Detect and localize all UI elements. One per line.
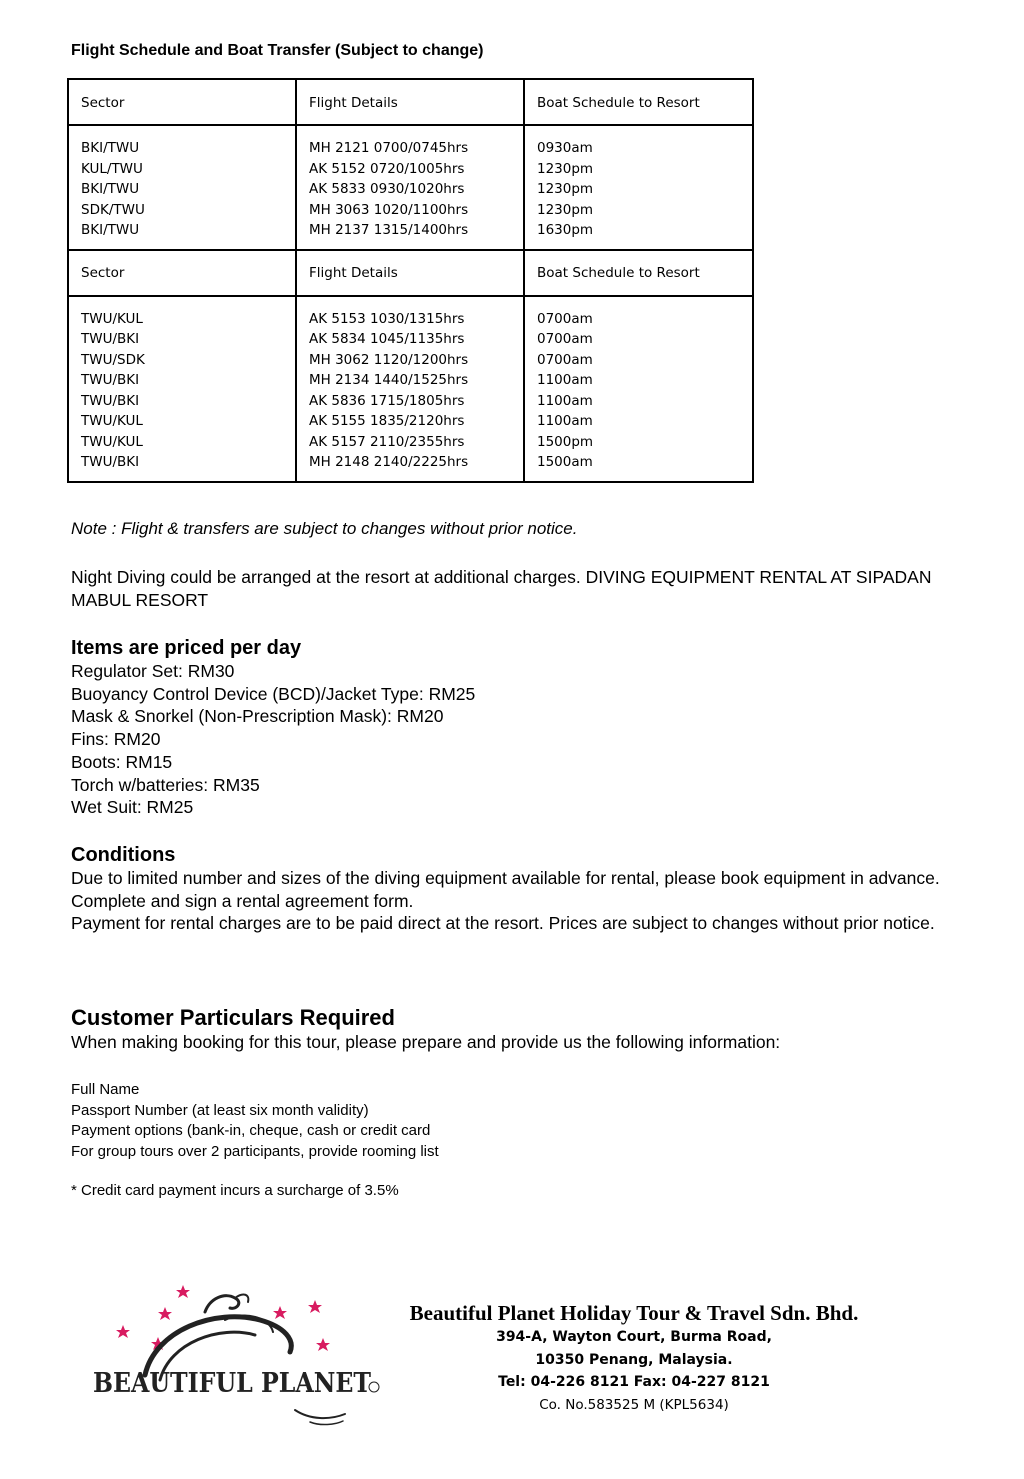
conditions-heading: Conditions xyxy=(71,844,176,866)
table-cell: MH 2148 2140/2225hrs xyxy=(309,454,469,470)
schedule-title: Flight Schedule and Boat Transfer (Subject to change) xyxy=(71,42,484,59)
table-cell: AK 5833 0930/1020hrs xyxy=(309,181,465,197)
arrivals-rows xyxy=(68,125,753,250)
table-cell: 0700am xyxy=(537,310,593,327)
table-cell: BKI/TWU xyxy=(81,140,140,156)
departure-sectors xyxy=(68,296,296,482)
arrival-flights xyxy=(296,125,524,250)
arrival-boat-times xyxy=(524,125,753,250)
customer-particulars-section xyxy=(71,1005,971,1054)
table-cell: MH 2121 0700/0745hrs xyxy=(309,140,469,156)
condition-line: Due to limited number and sizes of the diving equipment available for rental, please book equipment in advance. xyxy=(71,868,940,888)
table-cell: TWU/SDK xyxy=(81,351,145,368)
condition-line: Complete and sign a rental agreement form. xyxy=(71,890,414,911)
table-cell: BKI/TWU xyxy=(81,181,140,197)
table-cell: 1500pm xyxy=(537,433,594,450)
table-cell: TWU/KUL xyxy=(81,413,143,429)
table-cell: 0930am xyxy=(537,140,593,156)
table-cell: BKI/TWU xyxy=(81,222,140,238)
header-flight-details: Flight Details xyxy=(296,79,524,125)
customer-intro: When making booking for this tour, please prepare and provide us the following information: xyxy=(71,1032,781,1052)
table-cell: AK 5153 1030/1315hrs xyxy=(309,310,465,327)
list-item: Regulator Set: RM30 xyxy=(71,661,235,681)
customer-heading: Customer Particulars Required xyxy=(71,1005,395,1030)
star-icon xyxy=(273,1306,287,1319)
star-icon xyxy=(158,1307,172,1320)
night-diving-paragraph: Night Diving could be arranged at the resort at additional charges. DIVING EQUIPMENT RENTAL AT SIPADAN MABUL RESORT xyxy=(71,567,932,610)
table-cell: AK 5157 2110/2355hrs xyxy=(309,433,465,450)
departure-flights xyxy=(296,296,524,482)
list-item: For group tours over 2 participants, provide rooming list xyxy=(71,1142,439,1160)
table-cell: 1100am xyxy=(537,413,593,429)
list-item: Wet Suit: RM25 xyxy=(71,797,194,818)
table-cell: AK 5155 1835/2120hrs xyxy=(309,413,465,429)
header-boat-schedule: Boat Schedule to Resort xyxy=(524,79,753,125)
company-contact: Tel: 04-226 8121 Fax: 04-227 8121 xyxy=(498,1374,770,1390)
list-item: Torch w/batteries: RM35 xyxy=(71,774,260,795)
table-cell: TWU/BKI xyxy=(81,392,140,409)
list-item: Mask & Snorkel (Non-Prescription Mask): RM20 xyxy=(71,706,444,727)
star-icon xyxy=(176,1285,190,1298)
table-cell: 1100am xyxy=(537,392,593,409)
company-info xyxy=(380,1300,888,1416)
star-icon xyxy=(116,1325,130,1338)
table-cell: 1230pm xyxy=(537,160,594,177)
header-sector: Sector xyxy=(68,79,296,125)
customer-particulars-list xyxy=(71,1080,439,1162)
beautiful-planet-logo xyxy=(85,1280,385,1430)
flight-schedule-table xyxy=(67,78,754,483)
list-item: Buoyancy Control Device (BCD)/Jacket Type: RM25 xyxy=(71,683,476,704)
table-cell: 1230pm xyxy=(537,201,594,218)
table-header-row xyxy=(68,79,753,125)
table-cell: AK 5834 1045/1135hrs xyxy=(309,331,465,347)
conditions-section xyxy=(71,843,941,935)
table-cell: TWU/BKI xyxy=(81,454,140,470)
table-cell: 0700am xyxy=(537,331,593,347)
company-name: Beautiful Planet Holiday Tour & Travel Sdn. Bhd. xyxy=(409,1301,859,1325)
surcharge-note: * Credit card payment incurs a surcharge of 3.5% xyxy=(71,1182,399,1199)
table-cell: 0700am xyxy=(537,351,593,368)
table-cell: AK 5836 1715/1805hrs xyxy=(309,392,465,409)
table-cell: 1230pm xyxy=(537,181,594,197)
departures-rows xyxy=(68,296,753,482)
list-item: Fins: RM20 xyxy=(71,729,161,750)
condition-line: Payment for rental charges are to be paid direct at the resort. Prices are subject to changes without prior notice. xyxy=(71,913,935,934)
table-cell: 1100am xyxy=(537,372,593,388)
list-item: Full Name xyxy=(71,1081,140,1098)
table-cell: 1630pm xyxy=(537,222,594,238)
logo-wordmark: BEAUTIFUL PLANET xyxy=(93,1368,371,1399)
schedule-note: Note : Flight & transfers are subject to changes without prior notice. xyxy=(71,519,578,538)
header-sector: Sector xyxy=(68,250,296,296)
company-address-line1: 394-A, Wayton Court, Burma Road, xyxy=(496,1329,772,1345)
table-cell: 1500am xyxy=(537,454,593,470)
company-address-line2: 10350 Penang, Malaysia. xyxy=(535,1351,733,1368)
table-cell: TWU/KUL xyxy=(81,310,143,327)
table-cell: TWU/BKI xyxy=(81,372,140,388)
dolphin-swirl-icon xyxy=(145,1295,345,1425)
list-item: Passport Number (at least six month validity) xyxy=(71,1101,369,1119)
star-icon xyxy=(308,1300,322,1313)
list-item: Payment options (bank-in, cheque, cash or credit card xyxy=(71,1122,431,1139)
table-cell: TWU/BKI xyxy=(81,331,140,347)
list-item: Boots: RM15 xyxy=(71,751,173,772)
arrival-sectors xyxy=(68,125,296,250)
departure-boat-times xyxy=(524,296,753,482)
table-cell: MH 2137 1315/1400hrs xyxy=(309,222,469,238)
star-icon xyxy=(316,1338,330,1351)
header-flight-details: Flight Details xyxy=(296,250,524,296)
table-cell: MH 2134 1440/1525hrs xyxy=(309,372,469,388)
header-boat-schedule: Boat Schedule to Resort xyxy=(524,250,753,296)
items-heading: Items are priced per day xyxy=(71,637,302,659)
company-registration: Co. No.583525 M (KPL5634) xyxy=(539,1396,729,1413)
table-cell: MH 3063 1020/1100hrs xyxy=(309,201,469,218)
equipment-prices-section xyxy=(71,636,941,819)
table-cell: SDK/TWU xyxy=(81,201,145,218)
table-cell: KUL/TWU xyxy=(81,160,143,177)
table-cell: TWU/KUL xyxy=(81,433,143,450)
table-cell: MH 3062 1120/1200hrs xyxy=(309,351,469,368)
table-header-row xyxy=(68,250,753,296)
table-cell: AK 5152 0720/1005hrs xyxy=(309,160,465,177)
